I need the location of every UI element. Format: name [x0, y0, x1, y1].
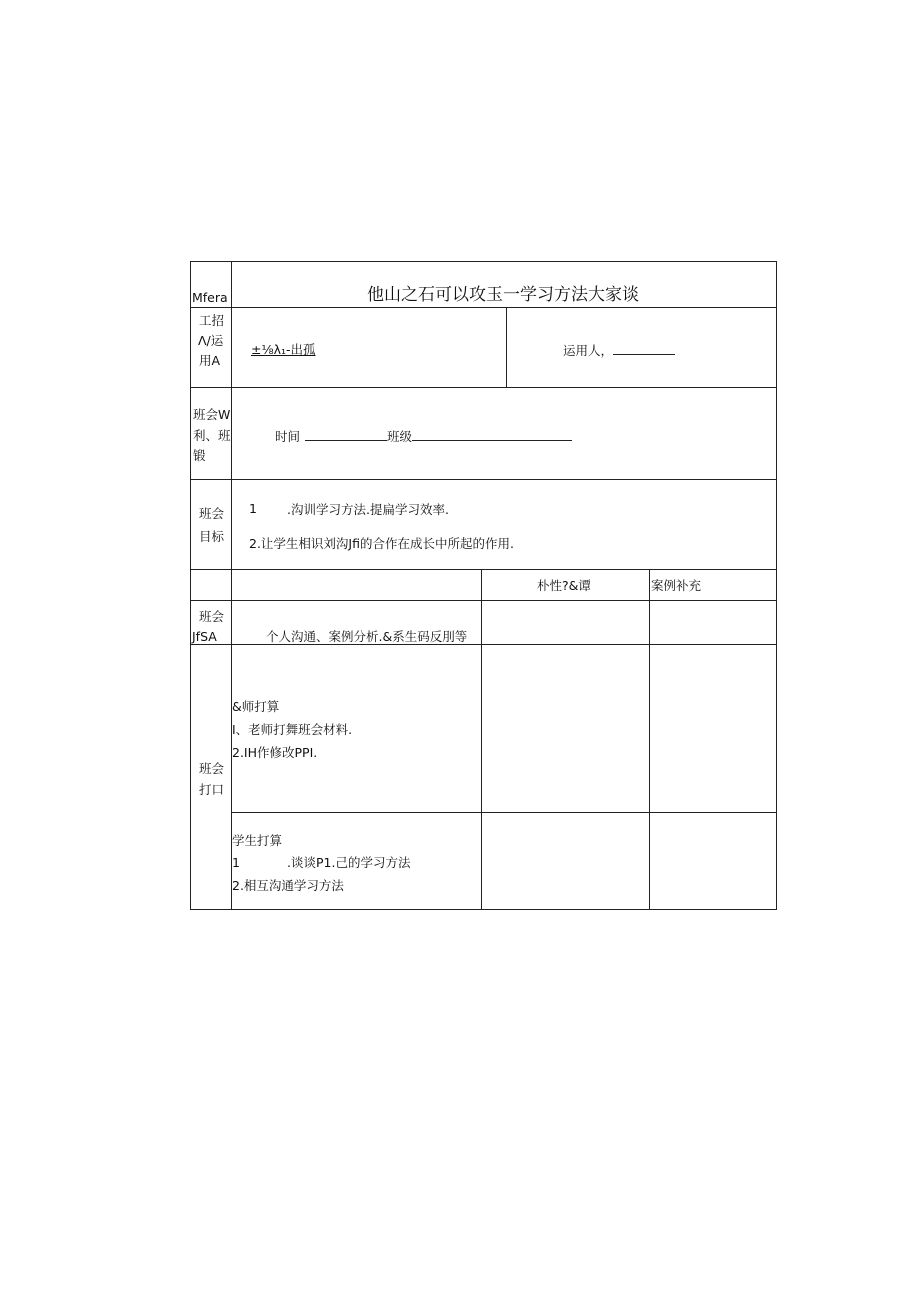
- time-row-label-line: 锻: [193, 448, 206, 463]
- student-prep-item-number: 1: [232, 855, 240, 870]
- teacher-prep-heading: &师打算: [232, 699, 280, 714]
- course-name-value: ±⅛λ₁-出孤: [251, 342, 316, 357]
- goal-item-text: 2.让学生相识刘沟Jfi的合作在成长中所起的作用.: [249, 536, 514, 551]
- time-row-label-line: 利、班: [193, 428, 231, 443]
- time-class-line: [275, 428, 572, 445]
- user-row-label-line: 用A: [199, 353, 221, 368]
- user-row-label-line: 工招: [199, 313, 225, 328]
- column-divider: [481, 569, 482, 910]
- row-divider: [190, 479, 777, 480]
- user-label: [563, 342, 675, 359]
- user-label-text: 运用人，: [563, 343, 614, 358]
- method-text: 个人沟通、案例分析.&系生码反刖等: [266, 629, 468, 644]
- row-divider: [190, 307, 777, 308]
- student-prep-heading: 学生打算: [232, 833, 283, 848]
- prep-row-label-line: 班会: [199, 761, 225, 776]
- table-border-top: [190, 261, 777, 262]
- time-label: 时间: [275, 429, 301, 444]
- user-row-label-line: Λ/运: [198, 333, 224, 348]
- row-divider: [231, 812, 777, 813]
- goal-row-label-line: 目标: [199, 529, 225, 544]
- prep-row-label-line: 打口: [199, 782, 225, 797]
- table-border-left: [190, 261, 191, 910]
- column-header-case: 案例补充: [651, 578, 702, 593]
- class-blank: [412, 428, 572, 441]
- row-divider: [190, 600, 777, 601]
- column-header-activity: 朴性?&谭: [537, 578, 591, 593]
- goal-row-label-line: 班会: [199, 506, 225, 521]
- time-blank: [305, 428, 387, 441]
- method-row-label-line: JfSA: [192, 629, 217, 644]
- goal-item-number: 1: [249, 501, 257, 516]
- method-row-label-line: 班会: [199, 609, 225, 624]
- user-blank: [613, 342, 675, 355]
- row-divider: [190, 387, 777, 388]
- student-prep-item: 2.相互沟通学习方法: [232, 878, 344, 893]
- table-border-right: [776, 261, 777, 910]
- teacher-prep-item: 2.IH作修改PPI.: [232, 745, 318, 760]
- row-divider: [190, 569, 777, 570]
- table-border-bottom: [190, 909, 777, 910]
- goal-item-text: .沟训学习方法.提扁学习效率.: [287, 502, 449, 517]
- class-label: 班级: [387, 429, 413, 444]
- page-title: 他山之石可以攻玉一学习方法大家谈: [367, 285, 639, 305]
- time-row-label-line: 班会W: [193, 407, 231, 422]
- student-prep-item: .谈谈P1.己的学习方法: [287, 855, 411, 870]
- column-divider: [649, 569, 650, 910]
- column-divider: [506, 307, 507, 388]
- teacher-prep-item: I、老师打舞班会材料.: [232, 722, 353, 737]
- title-row-label: Mfera: [192, 290, 228, 305]
- column-divider: [231, 261, 232, 910]
